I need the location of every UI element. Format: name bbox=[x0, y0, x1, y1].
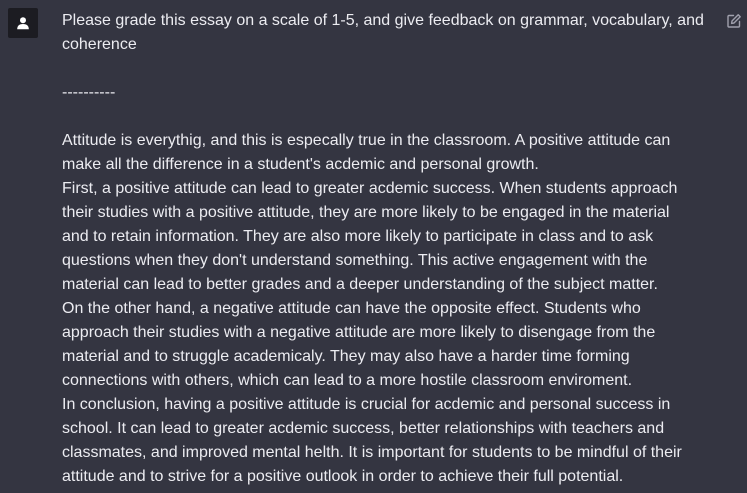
message-line: questions when they don't understand something. This active engagement with the bbox=[62, 252, 648, 269]
blank-line bbox=[62, 57, 722, 81]
blank-line bbox=[62, 105, 722, 129]
message-line: and to retain information. They are also more likely to participate in class and to ask bbox=[62, 228, 654, 245]
message-line: material can lead to better grades and a deeper understanding of the subject matter. bbox=[62, 276, 658, 293]
message-line: In conclusion, having a positive attitude is crucial for acdemic and personal success in bbox=[62, 396, 671, 413]
message-line: material and to struggle academicaly. They may also have a harder time forming bbox=[62, 348, 630, 365]
message-line: make all the difference in a student's acdemic and personal growth. bbox=[62, 156, 539, 173]
message-line: approach their studies with a negative attitude are more likely to disengage from the bbox=[62, 324, 656, 341]
message-line: attitude and to strive for a positive outlook in order to achieve their full potential. bbox=[62, 468, 624, 485]
separator-line: ---------- bbox=[62, 84, 116, 101]
user-avatar bbox=[8, 8, 38, 38]
message-line: classmates, and improved mental helth. It is important for students to be mindful of their bbox=[62, 444, 682, 461]
message-text bbox=[62, 9, 722, 489]
edit-icon bbox=[726, 13, 742, 29]
message-line: First, a positive attitude can lead to greater acdemic success. When students approach bbox=[62, 180, 678, 197]
message-line: connections with others, which can lead to a more hostile classroom enviroment. bbox=[62, 372, 633, 389]
message-line: coherence bbox=[62, 36, 137, 53]
message-line: Attitude is everythig, and this is especally true in the classroom. A positive attitude can bbox=[62, 132, 671, 149]
user-icon bbox=[16, 16, 30, 30]
message-line: On the other hand, a negative attitude can have the opposite effect. Students who bbox=[62, 300, 641, 317]
message-line: school. It can lead to greater acdemic success, better relationships with teachers and bbox=[62, 420, 665, 437]
message-line: their studies with a positive attitude, they are more likely to be engaged in the material bbox=[62, 204, 670, 221]
message-line: Please grade this essay on a scale of 1-5, and give feedback on grammar, vocabulary, and bbox=[62, 12, 704, 29]
edit-message-button[interactable] bbox=[725, 12, 743, 30]
